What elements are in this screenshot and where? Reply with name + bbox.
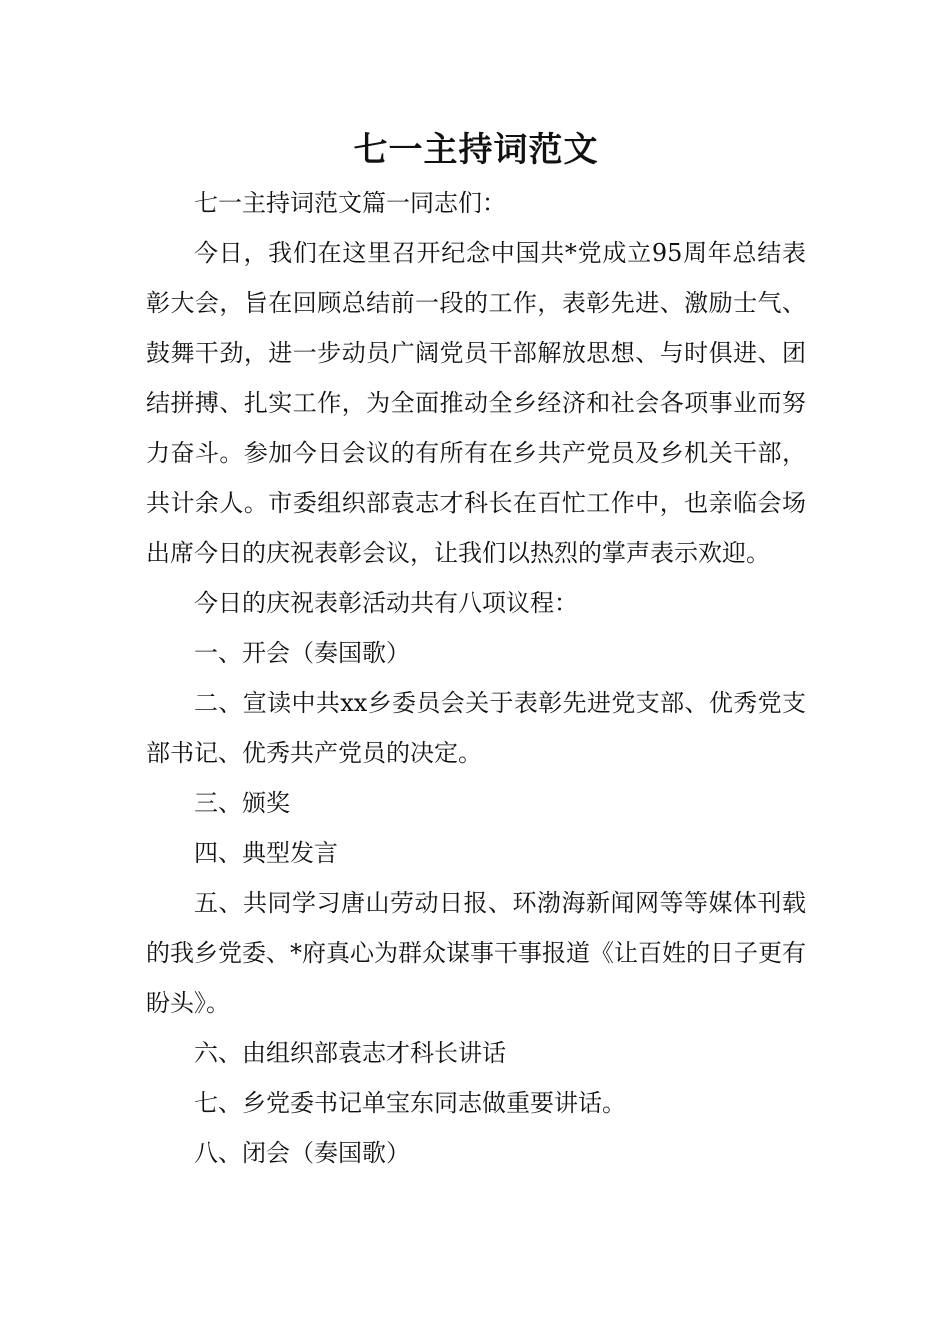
agenda-item-5: 五、共同学习唐山劳动日报、环渤海新闻网等等媒体刊载的我乡党委、*府真心为群众谋事干事报道《让百姓的日子更有盼头》。: [146, 889, 806, 1017]
agenda-item-8: 八、闭会（奏国歌）: [194, 1139, 410, 1167]
document-body: [146, 122, 806, 1178]
paragraph-opening-remarks: 今日，我们在这里召开纪念中国共*党成立95周年总结表彰大会，旨在回顾总结前一段的工作，表彰先进、激励士气、鼓舞干劲，进一步动员广阔党员干部解放思想、与时俱进、团结拼搏、扎实工作，为全面推动全乡经济和社会各项事业而努力奋斗。参加今日会议的有所有在乡共产党员及乡机关干部，共计余人。市委组织部袁志才科长在百忙工作中，也亲临会场出席今日的庆祝表彰会议，让我们以热烈的掌声表示欢迎。: [146, 239, 806, 567]
paragraph-agenda-intro: 今日的庆祝表彰活动共有八项议程：: [194, 589, 578, 617]
agenda-item-2: 二、宣读中共xx乡委员会关于表彰先进党支部、优秀党支部书记、优秀共产党员的决定。: [146, 689, 806, 767]
agenda-item-4: 四、典型发言: [194, 839, 338, 867]
agenda-item-6: 六、由组织部袁志才科长讲话: [194, 1039, 506, 1067]
agenda-item-3: 三、颁奖: [194, 789, 290, 817]
agenda-item-7: 七、乡党委书记单宝东同志做重要讲话。: [194, 1089, 626, 1117]
paragraph-greeting: 七一主持词范文篇一同志们：: [194, 189, 506, 217]
document-title: 七一主持词范文: [353, 130, 599, 170]
agenda-item-1: 一、开会（奏国歌）: [194, 639, 410, 667]
